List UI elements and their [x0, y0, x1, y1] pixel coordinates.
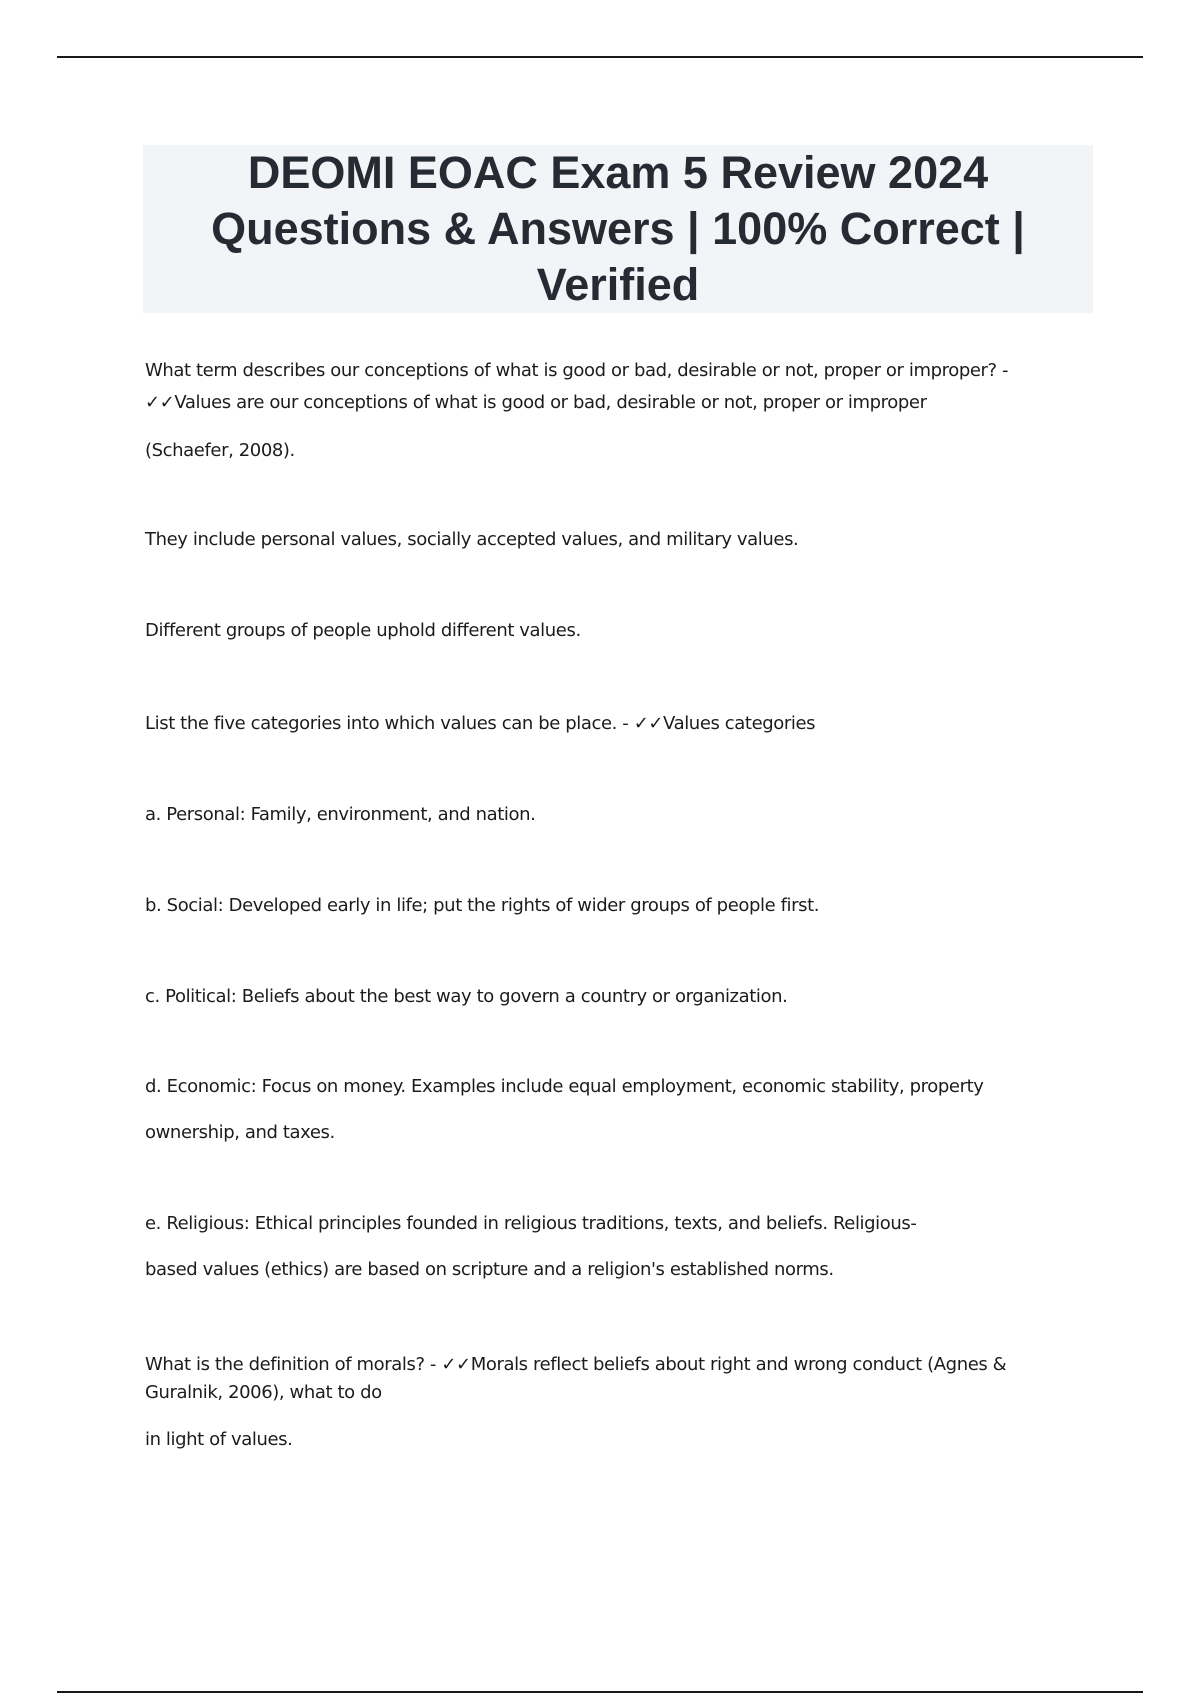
- paragraph-values-include: [145, 524, 1065, 556]
- text-line: What term describes our conceptions of what is good or bad, desirable or not, proper or improper? -: [145, 360, 1009, 381]
- bottom-rule: [57, 1691, 1143, 1693]
- paragraph-political: [145, 981, 1065, 1013]
- text-line: ownership, and taxes.: [145, 1122, 335, 1143]
- text-line: List the five categories into which values can be place. - ✓✓Values categories: [145, 713, 816, 734]
- text-line: d. Economic: Focus on money. Examples include equal employment, economic stability, property: [145, 1076, 984, 1097]
- paragraph-categories-question: [145, 708, 1065, 740]
- text-line: in light of values.: [145, 1429, 293, 1450]
- paragraph-light-of-values: [145, 1424, 1065, 1456]
- text-line: They include personal values, socially accepted values, and military values.: [145, 529, 799, 550]
- title-banner: [143, 145, 1093, 313]
- paragraph-different-groups: [145, 615, 1065, 647]
- paragraph-citation: [145, 435, 1065, 467]
- paragraph-social: [145, 890, 1065, 922]
- paragraph-economic: [145, 1064, 1065, 1156]
- text-line: ✓✓Values are our conceptions of what is good or bad, desirable or not, proper or improper: [145, 392, 927, 413]
- document-title: DEOMI EOAC Exam 5 Review 2024 Questions & Answers | 100% Correct | Verified: [211, 147, 1025, 310]
- text-line: (Schaefer, 2008).: [145, 440, 295, 461]
- paragraph-religious: [145, 1201, 1065, 1293]
- paragraph-morals-question: [145, 1351, 1065, 1407]
- text-line: Guralnik, 2006), what to do: [145, 1382, 382, 1403]
- text-line: e. Religious: Ethical principles founded in religious traditions, texts, and beliefs. Religious-: [145, 1213, 917, 1234]
- text-line: a. Personal: Family, environment, and nation.: [145, 804, 536, 825]
- text-line: What is the definition of morals? - ✓✓Morals reflect beliefs about right and wrong conduct (Agnes &: [145, 1354, 1007, 1375]
- text-line: c. Political: Beliefs about the best way to govern a country or organization.: [145, 986, 788, 1007]
- text-line: Different groups of people uphold different values.: [145, 620, 581, 641]
- paragraph-values-question: [145, 355, 1065, 419]
- top-rule: [57, 56, 1143, 58]
- text-line: based values (ethics) are based on scripture and a religion's established norms.: [145, 1259, 834, 1280]
- paragraph-personal: [145, 799, 1065, 831]
- text-line: b. Social: Developed early in life; put the rights of wider groups of people first.: [145, 895, 820, 916]
